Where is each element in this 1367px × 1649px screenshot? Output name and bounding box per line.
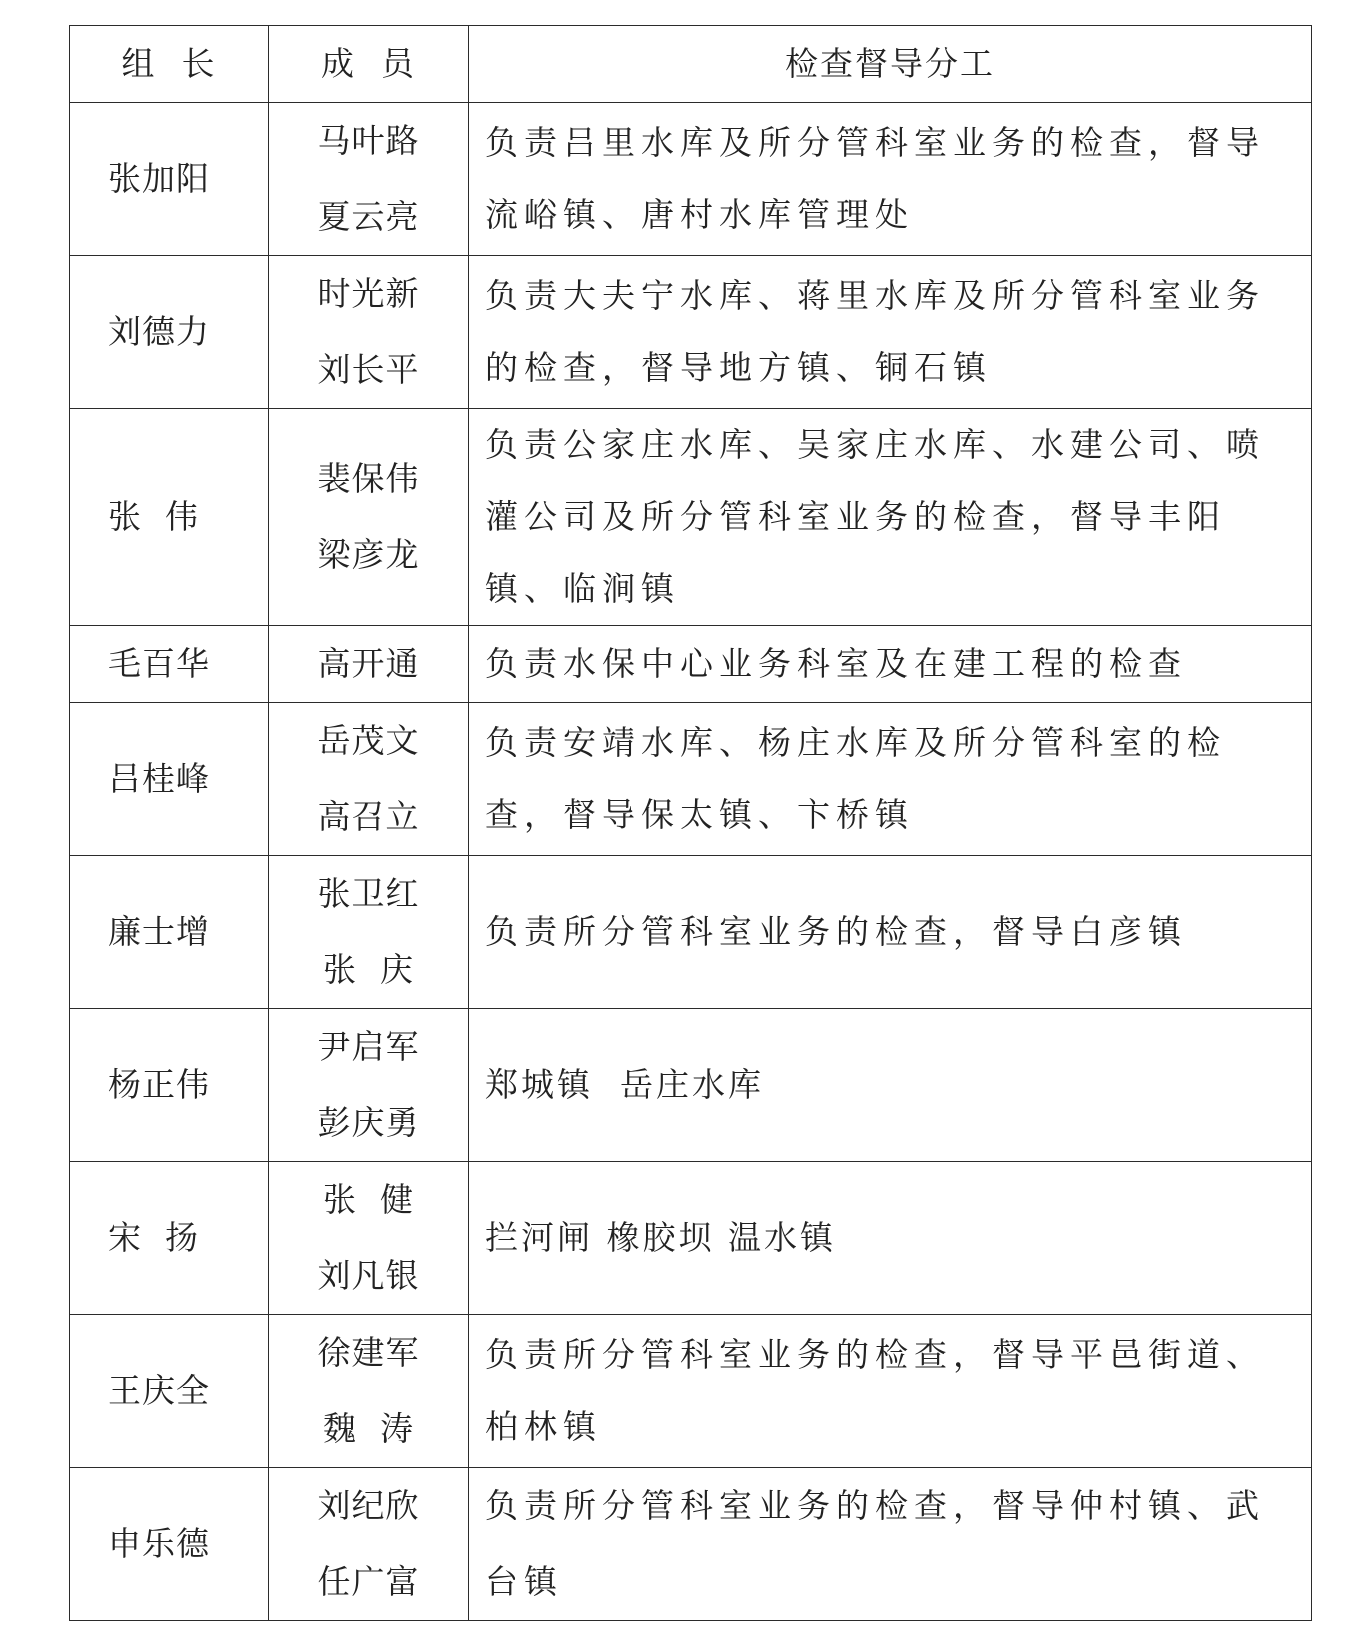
- duty-cell: 负责所分管科室业务的检查，督导白彦镇: [469, 856, 1312, 1009]
- member-name: 裴保伟: [317, 459, 420, 498]
- duty-cell: 拦河闸 橡胶坝 温水镇: [469, 1162, 1312, 1315]
- table-row: [70, 856, 1312, 1009]
- members-cell: [269, 103, 469, 256]
- leader-cell: 杨正伟: [70, 1009, 269, 1162]
- duty-cell: 负责水保中心业务科室及在建工程的检查: [469, 626, 1312, 703]
- member-name: 彭庆勇: [317, 1103, 420, 1142]
- table-row: [70, 1009, 1312, 1162]
- duty-cell: 负责所分管科室业务的检查，督导平邑街道、柏林镇: [469, 1315, 1312, 1468]
- table-row: [70, 703, 1312, 856]
- leader-cell: 廉士增: [70, 856, 269, 1009]
- member-name: 徐建军: [317, 1333, 420, 1372]
- member-name: 高开通: [317, 644, 420, 683]
- member-name: 梁彦龙: [317, 535, 420, 574]
- member-name: 马叶路: [317, 121, 420, 160]
- leader-cell: 张加阳: [70, 103, 269, 256]
- member-name: 张 健: [323, 1180, 414, 1219]
- table-row: [70, 1315, 1312, 1468]
- table-row: [70, 626, 1312, 703]
- member-name: 魏 涛: [323, 1409, 414, 1448]
- members-cell: [269, 1162, 469, 1315]
- duty-cell: 负责吕里水库及所分管科室业务的检查，督导流峪镇、唐村水库管理处: [469, 103, 1312, 256]
- member-name: 时光新: [317, 274, 420, 313]
- member-name: 刘长平: [317, 350, 420, 389]
- members-cell: [269, 626, 469, 703]
- duty-cell: 负责安靖水库、杨庄水库及所分管科室的检查，督导保太镇、卞桥镇: [469, 703, 1312, 856]
- header-duty: 检查督导分工: [469, 26, 1312, 103]
- duty-assignment-table: [69, 25, 1312, 1621]
- member-name: 刘凡银: [317, 1256, 420, 1295]
- table-row: [70, 1162, 1312, 1315]
- leader-cell: 毛百华: [70, 626, 269, 703]
- member-name: 尹启军: [317, 1027, 420, 1066]
- members-cell: [269, 703, 469, 856]
- members-cell: [269, 856, 469, 1009]
- duty-cell: 负责大夫宁水库、蒋里水库及所分管科室业务的检查，督导地方镇、铜石镇: [469, 256, 1312, 409]
- leader-cell: 宋 扬: [70, 1162, 269, 1315]
- duty-cell: 负责公家庄水库、吴家庄水库、水建公司、喷灌公司及所分管科室业务的检查，督导丰阳镇、临涧镇: [469, 409, 1312, 626]
- leader-cell: 刘德力: [70, 256, 269, 409]
- members-cell: [269, 1009, 469, 1162]
- table-row: [70, 1468, 1312, 1621]
- header-members: 成 员: [269, 26, 469, 103]
- members-cell: [269, 256, 469, 409]
- member-name: 高召立: [317, 797, 420, 836]
- table-header-row: [70, 26, 1312, 103]
- members-cell: [269, 1468, 469, 1621]
- duty-cell: 负责所分管科室业务的检查，督导仲村镇、武台镇: [469, 1468, 1312, 1621]
- header-leader: 组 长: [70, 26, 269, 103]
- member-name: 张 庆: [323, 950, 414, 989]
- table-row: [70, 256, 1312, 409]
- duty-cell: 郑城镇 岳庄水库: [469, 1009, 1312, 1162]
- leader-cell: 张 伟: [70, 409, 269, 626]
- member-name: 岳茂文: [317, 721, 420, 760]
- leader-cell: 申乐德: [70, 1468, 269, 1621]
- member-name: 刘纪欣: [317, 1486, 420, 1525]
- table-row: [70, 409, 1312, 626]
- member-name: 任广富: [317, 1562, 420, 1601]
- table-row: [70, 103, 1312, 256]
- leader-cell: 吕桂峰: [70, 703, 269, 856]
- members-cell: [269, 1315, 469, 1468]
- members-cell: [269, 409, 469, 626]
- member-name: 张卫红: [317, 874, 420, 913]
- leader-cell: 王庆全: [70, 1315, 269, 1468]
- member-name: 夏云亮: [317, 197, 420, 236]
